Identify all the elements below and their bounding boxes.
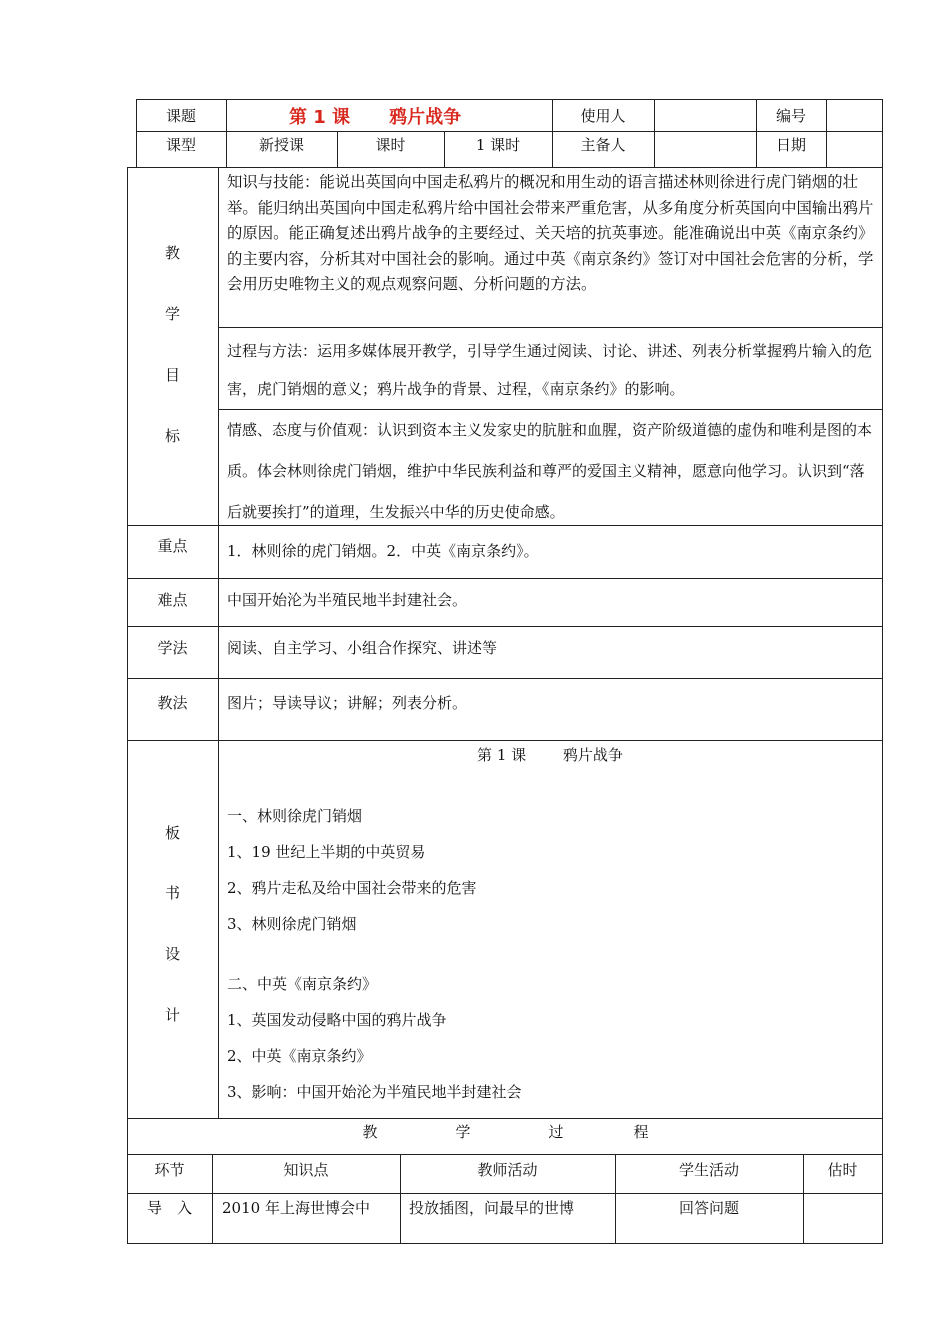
board-item: 3、林则徐虎门销烟 [227,915,357,933]
type-label: 课型 [165,136,196,154]
board-label-char: 计 [164,1006,180,1024]
study-method-value: 阅读、自主学习、小组合作探究、讲述等 [227,639,498,657]
process-row-stage: 导 入 [146,1199,192,1217]
process-title-char: 学 [455,1123,471,1141]
objective-knowledge: 知识与技能：能说出英国向中国走私鸦片的概况和用生动的语言描述林则徐进行虎门销烟的壮举。能归纳出英国向中国走私鸦片给中国社会带来严重危害，从多角度分析英国向中国输出鸦片的原因。能正确复述出鸦片战争的主要经过、关天培的抗英事迹。能准确说出中英《南京条约》的主要内容，分析其对中国社会的影响。通过中英《南京条约》签订对中国社会危害的分析，学会用历史唯物主义的观点观察问题、分析问题的方法。 [227,173,874,293]
board-item: 3、影响：中国开始沦为半殖民地半封建社会 [227,1083,522,1101]
objectives-label-char: 目 [164,366,180,384]
lesson-title [289,103,549,129]
board-label-char: 书 [164,884,180,902]
board-section-2: 二、中英《南京条约》 [227,975,378,993]
teach-method-value: 图片；导读导议；讲解；列表分析。 [227,694,468,712]
process-header-stage: 环节 [154,1161,185,1179]
board-item: 2、中英《南京条约》 [227,1047,372,1065]
board-title [218,745,882,765]
focus-label: 重点 [157,537,188,555]
board-item: 1、英国发动侵略中国的鸦片战争 [227,1011,447,1029]
user-label: 使用人 [580,107,626,125]
process-header-knowledge: 知识点 [283,1161,329,1179]
process-header-time: 估时 [827,1161,858,1179]
lesson-number: 第 1 课 [289,107,351,128]
board-item: 2、鸦片走私及给中国社会带来的危害 [227,879,477,897]
board-section-1: 一、林则徐虎门销烟 [227,807,363,825]
process-header-teacher: 教师活动 [477,1161,538,1179]
lesson-name: 鸦片战争 [389,107,462,128]
focus-value: 1．林则徐的虎门销烟。2．中英《南京条约》。 [227,542,539,560]
study-method-label: 学法 [157,639,188,657]
board-title-number: 第 1 课 [477,746,527,764]
process-row-teacher: 投放插图，问最早的世博 [409,1199,575,1217]
objectives-label-char: 标 [164,427,180,445]
process-row-knowledge: 2010 年上海世博会中 [222,1199,370,1217]
board-label-char: 设 [164,945,180,963]
process-title-char: 程 [633,1123,649,1141]
objective-process: 过程与方法：运用多媒体展开教学，引导学生通过阅读、讨论、讲述、列表分析掌握鸦片输入的危害，虎门销烟的意义；鸦片战争的背景、过程，《南京条约》的影响。 [227,342,873,398]
board-label-char: 板 [164,824,180,842]
difficulty-label: 难点 [157,591,188,609]
process-row-student: 回答问题 [678,1199,739,1217]
objectives-label-char: 学 [164,305,180,323]
teach-method-label: 教法 [157,694,188,712]
preparer-label: 主备人 [580,136,626,154]
number-label: 编号 [775,107,806,125]
topic-label: 课题 [165,107,196,125]
process-title-char: 教 [362,1123,378,1141]
date-label: 日期 [775,136,806,154]
board-title-name: 鸦片战争 [562,746,623,764]
process-title-char: 过 [548,1123,564,1141]
board-item: 1、19 世纪上半期的中英贸易 [227,843,426,861]
difficulty-value: 中国开始沦为半殖民地半封建社会。 [227,591,468,609]
type-value: 新授课 [258,136,304,154]
objective-emotion: 情感、态度与价值观：认识到资本主义发家史的肮脏和血腥，资产阶级道德的虚伪和唯利是图的本质。体会林则徐虎门销烟，维护中华民族利益和尊严的爱国主义精神，愿意向他学习。认识到“落后就要挨打”的道理，生发振兴中华的历史使命感。 [227,421,873,521]
period-value: 1 课时 [475,136,521,154]
process-header-student: 学生活动 [678,1161,739,1179]
period-label: 课时 [375,136,406,154]
objectives-label-char: 教 [164,244,180,262]
